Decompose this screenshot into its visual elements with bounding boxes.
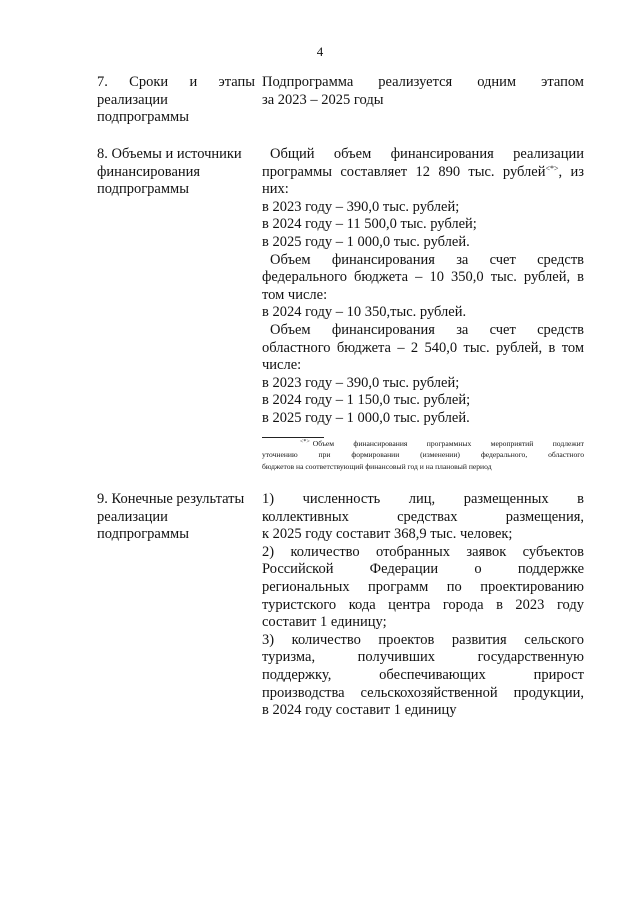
content-line: туризма, получивших государственную [262, 649, 584, 666]
footnote-marker: <*> [300, 439, 310, 445]
content-text-tail: , из [558, 163, 584, 180]
footnote-line: бюджетов на соответствующий финансовый год и на плановый период [262, 461, 492, 471]
content-line: коллективных средствах размещения, [262, 508, 584, 525]
content-line: в 2023 году – 390,0 тыс. рублей; [262, 374, 460, 391]
content-line: областного бюджета – 2 540,0 тыс. рублей, в том [262, 339, 584, 356]
content-text: программы составляет 12 890 тыс. рублей [262, 163, 546, 180]
footnote-reference: <*> [545, 163, 559, 173]
label-line: реализации [97, 508, 168, 525]
page-number: 4 [316, 44, 324, 59]
section-9-content [262, 491, 584, 720]
content-line: поддержку, обеспечивающих прирост [262, 666, 584, 683]
content-line: туристского кода центра города в 2023 году [262, 596, 584, 613]
content-line: в 2024 году – 11 500,0 тыс. рублей; [262, 216, 477, 233]
content-line: федерального бюджета – 10 350,0 тыс. рублей, в [262, 269, 584, 286]
content-line: том числе: [262, 286, 328, 303]
content-line: 2) количество отобранных заявок субъектов [262, 543, 584, 560]
label-line: 8. Объемы и источники [97, 146, 242, 162]
content-line: к 2025 году составит 368,9 тыс. человек; [262, 526, 513, 543]
content-line: Объем финансирования за счет средств [270, 321, 584, 338]
label-line: подпрограммы [97, 526, 189, 543]
footnote-line [262, 438, 584, 449]
footnote-text: Объем финансирования программных мероприятий подлежит [312, 439, 584, 448]
content-line: 3) количество проектов развития сельского [262, 631, 584, 648]
content-line: в 2025 году – 1 000,0 тыс. рублей. [262, 233, 470, 250]
content-line: в 2025 году – 1 000,0 тыс. рублей. [262, 409, 470, 426]
content-line: Общий объем финансирования реализации [270, 146, 584, 162]
footnote-line: уточнению при формировании (изменении) федерального, областного [262, 450, 584, 460]
label-line: 9. Конечные результаты [97, 491, 245, 507]
footnote [262, 438, 584, 472]
section-7-label [97, 74, 255, 127]
section-8-label [97, 146, 255, 199]
content-line: 1) численность лиц, размещенных в [262, 491, 584, 507]
content-line: за 2023 – 2025 годы [262, 91, 384, 108]
content-line: Объем финансирования за счет средств [270, 251, 584, 268]
content-line: в 2024 году – 1 150,0 тыс. рублей; [262, 392, 471, 409]
content-line: них: [262, 181, 289, 198]
label-line: реализации [97, 91, 168, 108]
content-line: в 2023 году – 390,0 тыс. рублей; [262, 198, 460, 215]
content-line: региональных программ по проектированию [262, 578, 584, 595]
content-line: Российской Федерации о поддержке [262, 561, 584, 578]
section-9-label [97, 491, 255, 544]
content-line: в 2024 году составит 1 единицу [262, 702, 457, 719]
label-line: 7. Сроки и этапы [97, 74, 255, 90]
content-line: в 2024 году – 10 350,тыс. рублей. [262, 304, 467, 321]
content-line-with-footnote-ref [262, 164, 584, 182]
content-line: составит 1 единицу; [262, 614, 387, 631]
label-line: подпрограммы [97, 181, 189, 198]
content-line: Подпрограмма реализуется одним этапом [262, 74, 584, 90]
content-line: производства сельскохозяйственной продукции, [262, 684, 584, 701]
content-line: числе: [262, 357, 302, 374]
label-line: подпрограммы [97, 109, 189, 126]
section-7-content [262, 74, 584, 109]
section-8-content [262, 146, 584, 428]
label-line: финансирования [97, 163, 201, 180]
